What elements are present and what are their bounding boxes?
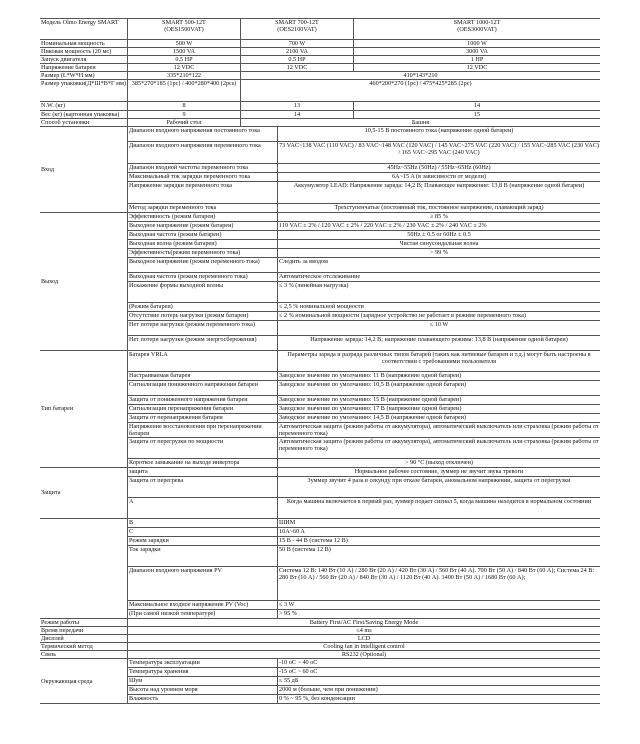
charger-row	[128, 546, 600, 567]
env-row	[128, 686, 600, 695]
battery-value: > 90 °C (выход отключен)	[405, 458, 473, 466]
output-row	[128, 222, 600, 231]
output-row	[128, 336, 600, 350]
misc-label: Время передачи	[41, 627, 84, 635]
charger-value: 15 В - 44 В (система 12 В)	[279, 536, 348, 544]
misc-label: Связь	[41, 651, 57, 659]
charger-body	[127, 519, 600, 618]
protection-row	[128, 477, 600, 498]
spec-value-1: 500 W	[128, 40, 241, 47]
env-sub-label: Влажность	[128, 695, 278, 703]
misc-values	[127, 643, 600, 650]
weight-value-2: 13	[241, 102, 354, 109]
env-row	[128, 659, 600, 668]
output-row	[128, 321, 600, 336]
spec-value-1: 12 VDC	[128, 64, 241, 71]
battery-sub-label: Сигнализация пониженного напряжения батареи	[128, 381, 278, 395]
output-sub-label: Эффективность(режим переменного тока)	[128, 249, 278, 257]
charger-sub-label: B	[128, 519, 278, 527]
env-value: -10 оС ~ 40 оС	[279, 659, 318, 667]
env-row	[128, 695, 600, 703]
package-values	[127, 80, 600, 101]
model-value-2: SMART 700-12T (OES2100VAT)	[241, 19, 354, 39]
battery-row	[128, 372, 600, 381]
spec-sheet	[40, 18, 600, 704]
battery-value: Заводское значение по умолчанию: 10,5 В (напряжение одной батареи)	[279, 380, 467, 388]
size-label: Размер (L*W*H мм)	[41, 72, 95, 80]
output-row	[128, 282, 600, 303]
weight-value-1: 9	[128, 111, 241, 118]
output-value: Напряжение заряда: 14,2 В; напряжение плавающего режима: 13,8 В (напряжение одной батареи)	[310, 335, 568, 343]
output-sub-label: (Режим батареи)	[128, 303, 278, 311]
env-row	[128, 668, 600, 677]
charger-value: ≤ 3 W	[279, 600, 295, 608]
output-value: 50Hz ± 0.5 or 60Hz ± 0.5	[407, 230, 471, 238]
output-row	[128, 312, 600, 321]
spec-row	[40, 48, 600, 56]
charger-label	[40, 519, 127, 618]
misc-row	[40, 627, 600, 635]
output-value: ≤ 3 % (линейная нагрузка)	[279, 281, 349, 289]
input-row	[128, 127, 600, 142]
spec-value-2: 0.5 HP	[241, 56, 354, 63]
misc-label: Термический метод	[41, 643, 93, 651]
battery-sub-label: Настраиваемая батарея	[128, 372, 278, 380]
output-row	[128, 273, 600, 282]
input-row	[128, 173, 600, 182]
charger-sub-label: Диапазон входного напряжения PV	[128, 567, 278, 600]
size-row	[40, 72, 600, 80]
package-value-1: 385*270*185 (1pc) / 400*280*400 (2pcs)	[128, 80, 241, 101]
spec-value-2: 12 VDC	[241, 64, 354, 71]
misc-label: Дисплей	[41, 635, 64, 643]
install-values	[127, 119, 600, 126]
spec-values	[127, 64, 600, 71]
charger-value: Система 12 В: 140 Вт (10 A) / 280 Вт (20 A) / 420 Вт (30 A) / 560 Вт (40 A). 700 Вт (50 A) / 840 Вт (60 A); Система 24 В: 280 Вт (10 A) / 560 Вт (20 A) / 840 Вт (30 A) / 1120 Вт (40 A). 1400 Вт (50 A) / 1680 Вт (60 A);	[279, 566, 595, 582]
output-value: > 99 %	[430, 248, 448, 256]
env-value: 0 % ~ 95 %, без конденсации	[279, 695, 355, 703]
misc-values	[127, 627, 600, 634]
charger-section	[40, 519, 600, 619]
spec-row	[40, 56, 600, 64]
protection-sub-label: A	[128, 498, 278, 518]
weight-label: Вес (кг) (картонная упаковка)	[41, 110, 120, 118]
protection-body	[127, 468, 600, 518]
charger-row	[128, 528, 600, 537]
input-value: 10,5-15 В постоянного тока (напряжение одной батареи)	[364, 126, 514, 134]
battery-section	[40, 351, 600, 468]
output-value: Следить за вводом	[279, 257, 328, 265]
output-sub-label: Выходное напряжение (режим батареи)	[128, 222, 278, 230]
env-value: -15 оС ~ 60 оС	[279, 668, 318, 676]
input-row	[128, 182, 600, 204]
charger-value: > 95 %	[279, 609, 297, 617]
spec-values	[127, 56, 600, 63]
output-section	[40, 213, 600, 351]
output-row	[128, 213, 600, 222]
spec-value-3: 3000 VA	[466, 48, 488, 56]
output-value: 110 VAC ± 2% / 120 VAC ± 2% / 220 VAC ± 2% / 230 VAC ± 2% / 240 VAC ± 2%	[279, 221, 487, 229]
protection-sub-label: Защита от перегрева	[128, 477, 278, 497]
charger-sub-label: C	[128, 528, 278, 536]
input-sub-label: Метод зарядки переменного тока	[128, 204, 278, 212]
input-sub-label: Диапазон входной частоты переменного тока	[128, 164, 278, 172]
output-sub-label: Эффективность (режим батареи)	[128, 213, 278, 221]
charger-sub-label: (При самой низкой температуре)	[128, 610, 278, 618]
weight-value-2: 14	[241, 111, 354, 118]
output-sub-label: Выходная частота (режим переменного тока)	[128, 273, 278, 281]
package-label: Размер упаковки(Д*Ш*В*Г мм)	[41, 80, 126, 88]
protection-label: Защита	[41, 489, 61, 497]
input-row	[128, 164, 600, 173]
input-row	[128, 142, 600, 164]
charger-value: 10A~60 A	[279, 527, 305, 535]
spec-value-3: 1000 W	[467, 40, 487, 47]
env-label: Окружающая среда	[41, 677, 93, 685]
charger-sub-label: Режим зарядки	[128, 537, 278, 545]
battery-row	[128, 405, 600, 414]
install-label: Способ установки	[41, 118, 90, 126]
charger-sub-label: Максимальное входное напряжение PV (Voc)	[128, 601, 278, 609]
output-row	[128, 303, 600, 312]
output-body	[127, 213, 600, 350]
battery-body	[127, 351, 600, 467]
charger-row	[128, 567, 600, 601]
output-label: Выход	[41, 277, 59, 285]
output-value: ≥ 85 %	[430, 212, 448, 220]
input-section	[40, 127, 600, 213]
protection-row	[128, 468, 600, 477]
output-row	[128, 240, 600, 249]
model-value-3: SMART 1000-12T (OES3000VAT)	[453, 19, 501, 34]
misc-value: Cooling fan in intelligent control	[323, 643, 405, 651]
battery-value: Автоматическая защита (режим работы от аккумулятора), автоматический выключатель или страховка (режим работы от переменного тока)	[279, 437, 599, 453]
install-value-1: Рабочий стол	[128, 119, 241, 126]
size-value-1: 335*210*122	[128, 72, 241, 79]
output-value: ≤ 2 % номинальной мощности (зарядное устройство не работает в режиме переменного тока)	[279, 311, 526, 319]
output-row	[128, 231, 600, 240]
output-sub-label: Нет потери нагрузки (режим энергосбережения)	[128, 336, 278, 350]
env-row	[128, 677, 600, 686]
misc-label: Режим работы	[41, 618, 80, 626]
misc-values	[127, 619, 600, 626]
input-value: Трехступенчатые (постоянный ток, постоянное напряжение, плавающий заряд)	[334, 203, 544, 211]
weight-value-3: 15	[473, 110, 481, 118]
protection-value: Нормальное рабочее состояние, зуммер не звучит звука тревоги	[354, 467, 524, 475]
battery-sub-label: Батарея VRLA	[128, 351, 278, 371]
battery-row	[128, 459, 600, 467]
header-row	[40, 18, 600, 40]
spec-value-2: 2100 VA	[241, 48, 354, 55]
misc-value: ≤4 ms	[356, 627, 372, 635]
env-sub-label: Высота над уровнем моря	[128, 686, 278, 694]
output-value: Чистая синусоидальная волна	[399, 239, 479, 247]
spec-label: Запуск двигателя	[41, 56, 87, 64]
spec-label: Напряжение батареи	[41, 64, 96, 72]
package-value-23: 460*200*270 (1pc) / 475*425*285 (2pc)	[369, 80, 472, 88]
spec-value-3: 12 VDC	[466, 64, 488, 72]
battery-value: Автоматическая защита (режим работы от аккумулятора), автоматический выключатель или страховка (режим работы от переменного тока)	[279, 422, 599, 437]
misc-values	[127, 635, 600, 642]
battery-value: Заводское значение по умолчанию: 17 В (напряжение одной батареи)	[279, 404, 462, 412]
spec-value-1: 0.5 HP	[128, 56, 241, 63]
env-sub-label: Шум	[128, 677, 278, 685]
install-value-23: Башня	[411, 118, 430, 126]
output-sub-label: Выходная волна (режим батареи)	[128, 240, 278, 248]
weight-label: N.W. (кг)	[41, 102, 66, 110]
misc-row	[40, 643, 600, 651]
battery-row	[128, 438, 600, 459]
charger-sub-label: Ток зарядки	[128, 546, 278, 566]
weight-value-3: 14	[473, 102, 481, 110]
env-value: 2000 м (больше, чем при понижении)	[279, 686, 378, 694]
battery-sub-label: Короткое замыкание на выходе инвертора	[128, 459, 278, 467]
input-value: 6A~15 A (в зависимости от модели)	[392, 172, 486, 180]
battery-row	[128, 351, 600, 372]
input-sub-label: Диапазон входного напряжения постоянного тока	[128, 127, 278, 141]
charger-row	[128, 601, 600, 610]
battery-row	[128, 396, 600, 405]
env-sub-label: Температура эксплуатации	[128, 659, 278, 667]
spec-value-2: 700 W	[241, 40, 354, 47]
input-sub-label: Максимальный ток зарядки переменного тока	[128, 173, 278, 181]
env-value: ≤ 55 дБ	[279, 677, 299, 685]
output-sub-label: Выходное напряжение (режим переменного тока)	[128, 258, 278, 272]
spec-label: Пиковая мощность (20 мс)	[41, 48, 112, 56]
protection-sub-label: защита	[128, 468, 278, 476]
input-body	[127, 127, 600, 212]
input-value: 73 VAC~138 VAC (110 VAC) / 83 VAC~148 VAC (120 VAC) / 145 VAC~275 VAC (220 VAC) / 155 VAC~285 VAC (230 VAC) / 165 VAC~295 VAC (240 VAC)	[279, 141, 599, 156]
protection-value: Зуммер звучит 4 раза в секунду при отказе батареи, аномальном напряжении, защита от перегрузки	[307, 476, 571, 484]
battery-sub-label: Защита от пониженного напряжения батареи	[128, 396, 278, 404]
input-sub-label: Диапазон входного напряжения переменного тока	[128, 142, 278, 163]
battery-value: Параметры заряда и разряда различных типов батарей (таких как литиевые батареи и т.д.) могут быть настроены в соответствии с требованиями пользователя	[287, 350, 591, 365]
output-sub-label: Нет потери нагрузки (режим переменного тока)	[128, 321, 278, 335]
input-sub-label: Напряжение зарядки переменного тока	[128, 182, 278, 203]
input-value: 45Hz~55Hz (50Hz) / 55Hz~65Hz (60Hz)	[387, 163, 491, 171]
output-value: ≤ 2,5 % номинальной мощности	[279, 302, 364, 310]
charger-value: 50 В (система 12 В)	[279, 545, 331, 553]
spec-row	[40, 40, 600, 48]
output-value: ≤ 10 W	[429, 320, 449, 328]
battery-row	[128, 423, 600, 438]
protection-section	[40, 468, 600, 519]
misc-row	[40, 619, 600, 627]
model-value-1: SMART 500-12T (OES1500VAT)	[128, 19, 241, 39]
weight-values	[127, 111, 600, 118]
spec-values	[127, 40, 600, 47]
spec-label: Номинальная мощность	[41, 40, 105, 47]
protection-row	[128, 498, 600, 518]
battery-row	[128, 414, 600, 423]
misc-value: RS232 (Optional)	[341, 651, 387, 659]
env-section	[40, 659, 600, 704]
env-sub-label: Температура хранения	[128, 668, 278, 676]
output-value: Автоматическое отслеживание	[279, 272, 361, 280]
charger-value: ШИМ	[279, 518, 296, 526]
input-row	[128, 204, 600, 212]
input-value: Аккумулятор LEAD: Напряжение заряда: 14,2 В; Плавающее напряжение: 13,8 В (напряжение одной батареи)	[293, 181, 585, 189]
spec-row	[40, 64, 600, 72]
charger-row	[128, 610, 600, 618]
input-label: Вход	[41, 165, 54, 173]
install-row	[40, 119, 600, 127]
spec-value-3: 1 HP	[470, 56, 484, 64]
spec-value-1: 1500 VA	[128, 48, 241, 55]
misc-row	[40, 651, 600, 659]
battery-sub-label: Сигнализация перенапряжения батареи	[128, 405, 278, 413]
output-sub-label: Отсутствие потерь нагрузки (режим батареи)	[128, 312, 278, 320]
battery-row	[128, 381, 600, 396]
weight-row	[40, 111, 600, 119]
charger-row	[128, 537, 600, 546]
output-row	[128, 249, 600, 258]
output-sub-label: Искажение формы выходной волны	[128, 282, 278, 302]
model-label: Модель Olmo Energy SMART	[41, 19, 119, 26]
misc-value: Battery First/AC First/Saving Energy Mode	[309, 618, 419, 626]
misc-values	[127, 651, 600, 658]
model-values	[127, 19, 600, 39]
env-body	[127, 659, 600, 703]
charger-row	[128, 519, 600, 528]
output-row	[128, 258, 600, 273]
battery-value: Заводское значение по умолчанию: 14,5 В (напряжение одной батареи)	[279, 413, 467, 421]
spec-values	[127, 48, 600, 55]
battery-value: Заводское значение по умолчанию: 11 В (напряжение одной батареи)	[279, 371, 462, 379]
battery-sub-label: Защита от перенапряжения батареи	[128, 414, 278, 422]
weight-value-1: 8	[128, 102, 241, 109]
misc-value: LCD	[357, 635, 371, 643]
weight-row	[40, 102, 600, 110]
battery-value: Заводское значение по умолчанию: 15 В (напряжение одной батареи)	[279, 395, 462, 403]
battery-sub-label: Защита от перегрузки по мощности	[128, 438, 278, 458]
output-sub-label: Выходная частота (режим батареи)	[128, 231, 278, 239]
misc-row	[40, 635, 600, 643]
battery-sub-label: Напряжение восстановления при перенапряжении батареи	[128, 423, 278, 437]
protection-value: Когда машина включается в первый раз, зуммер подает сигнал 5, когда машина находится в нормальном состоянии	[286, 497, 592, 505]
weight-values	[127, 102, 600, 109]
size-values	[127, 72, 600, 79]
package-row	[40, 80, 600, 102]
battery-label: Тип батареи	[41, 405, 74, 413]
size-value-23: 410*143*210	[403, 72, 438, 80]
